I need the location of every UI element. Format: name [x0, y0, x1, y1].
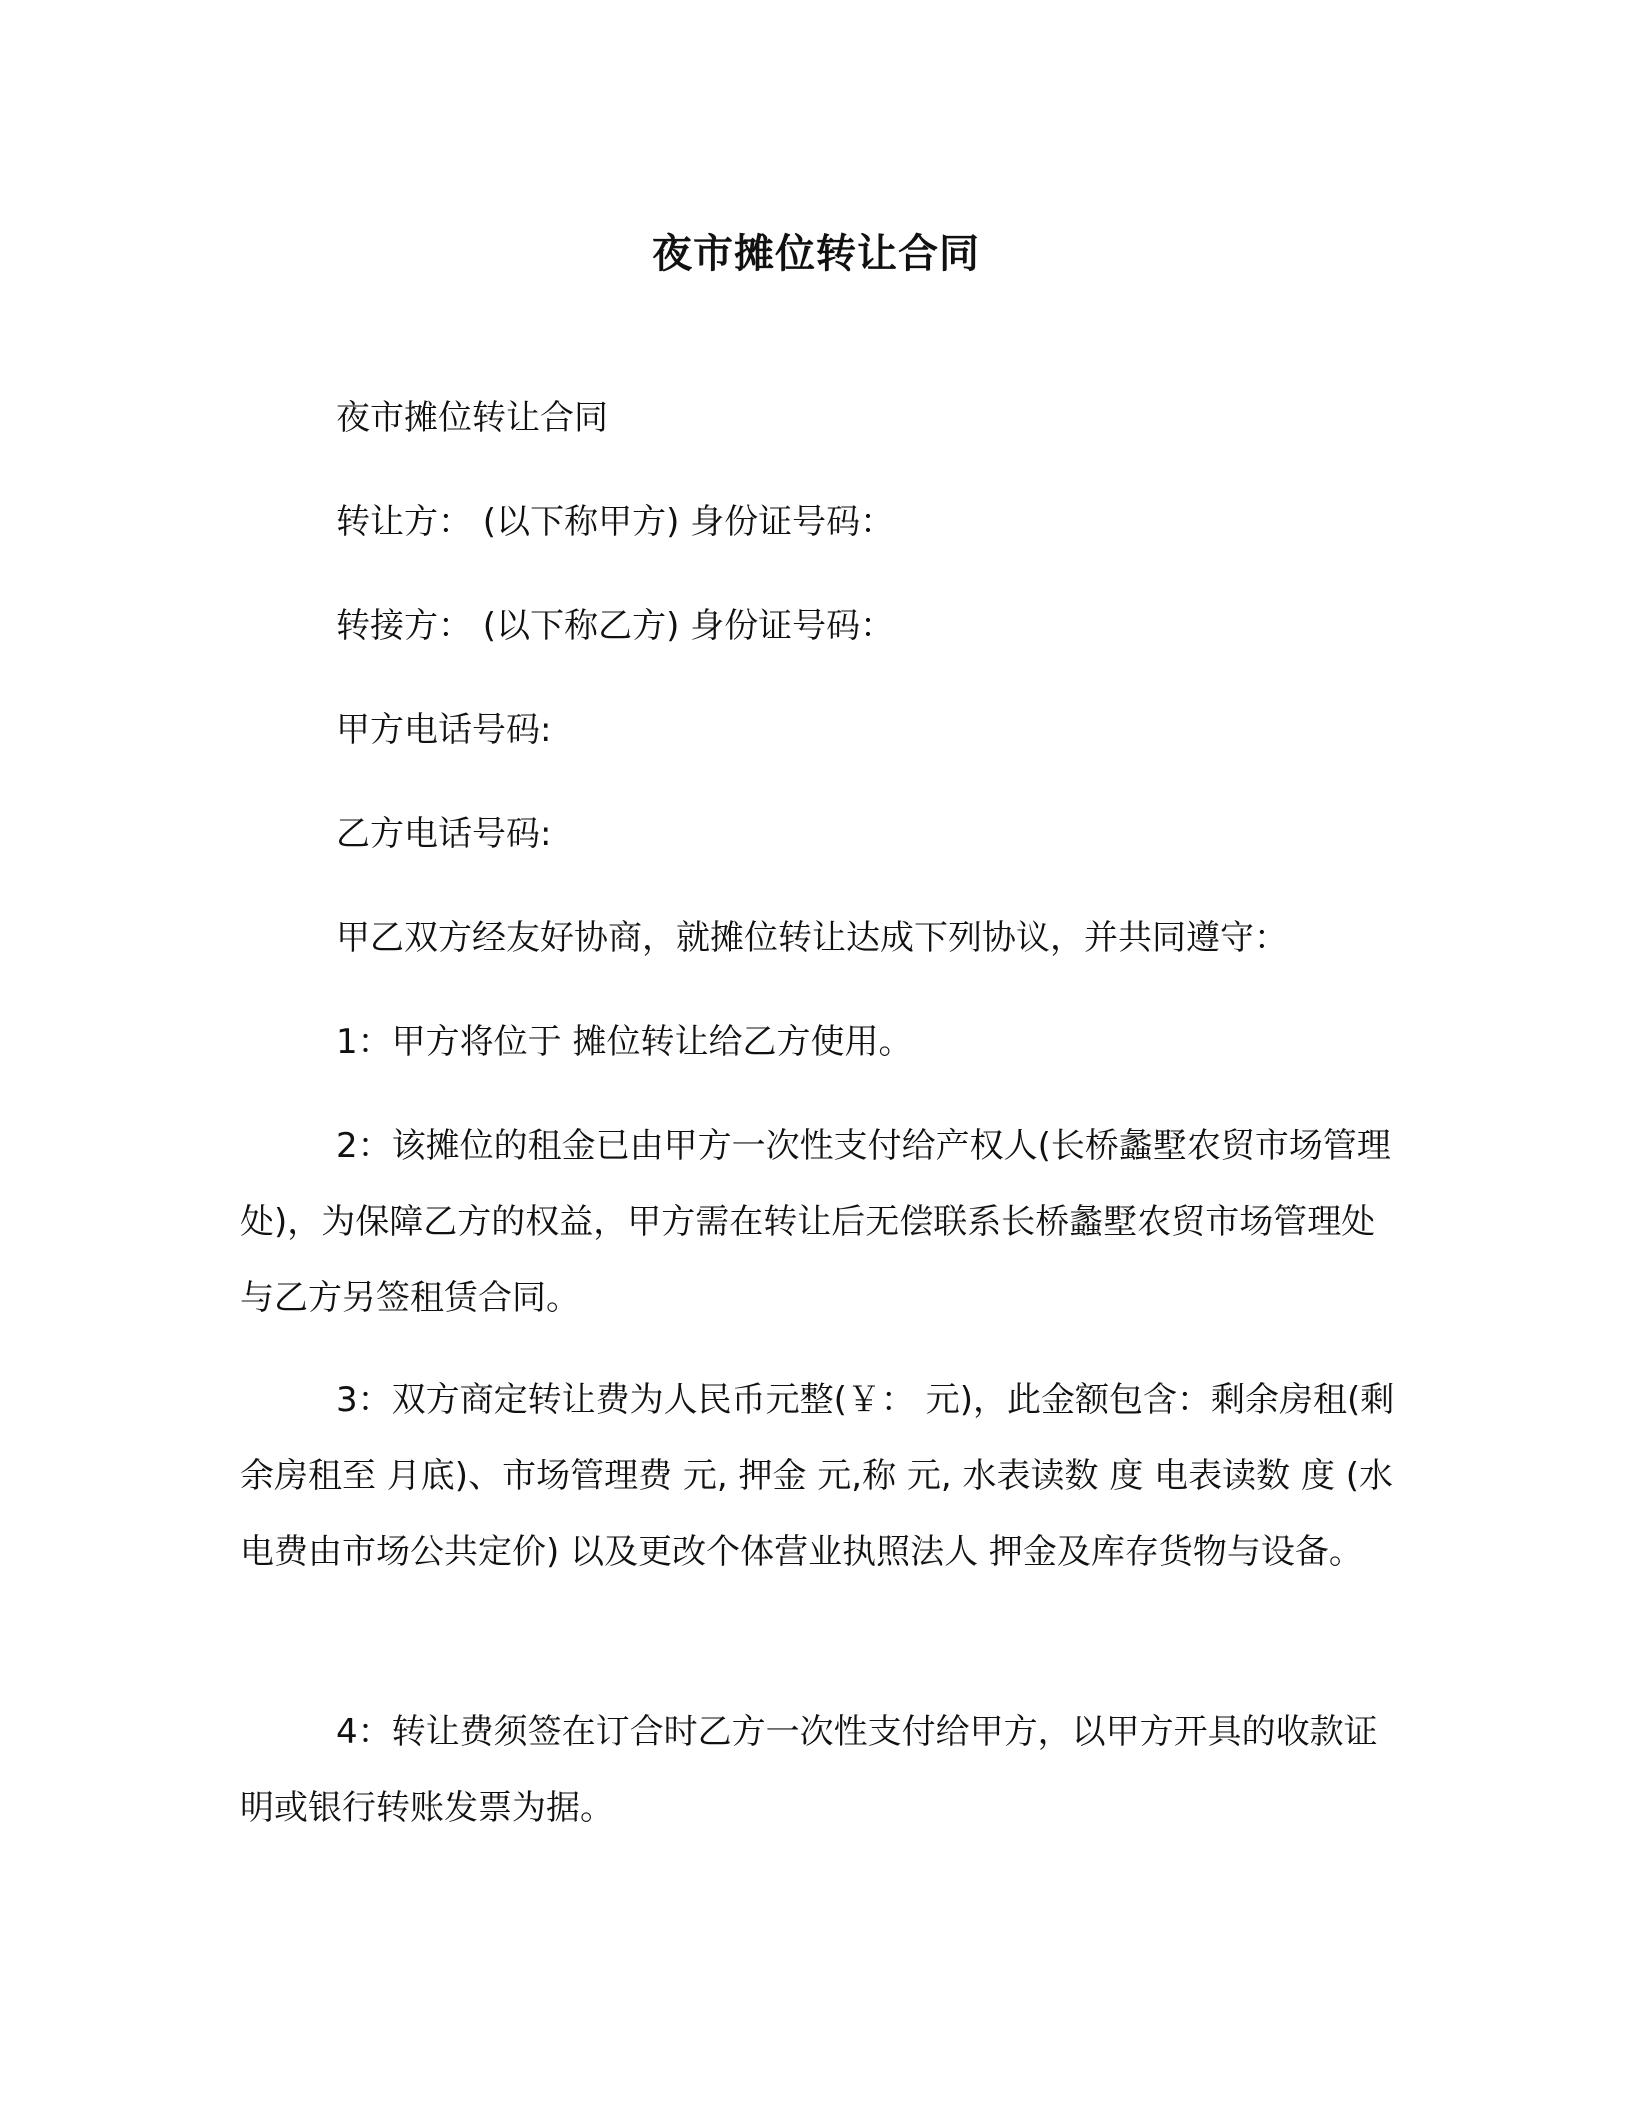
clause-2: 2：该摊位的租金已由甲方一次性支付给产权人(长桥蠡墅农贸市场管理处)，为保障乙方的权益，甲方需在转让后无偿联系长桥蠡墅农贸市场管理处与乙方另签租赁合同。 [240, 1126, 1391, 1318]
transferee-line: 转接方： (以下称乙方) 身份证号码： [336, 606, 895, 646]
agreement-intro: 甲乙双方经友好协商，就摊位转让达成下列协议，并共同遵守： [336, 918, 1288, 958]
clause-3: 3：双方商定转让费为人民币元整(￥： 元)，此金额包含：剩余房租(剩余房租至 月底)、市场管理费 元, 押金 元,称 元, 水表读数 度 电表读数 度 (水电费由市场公共定价) 以及更改个体营业执照法人 押金及库存货物与设备。 [240, 1380, 1395, 1572]
page-title: 夜市摊位转让合同 [652, 231, 980, 277]
transferor-line: 转让方： (以下称甲方) 身份证号码： [336, 502, 895, 542]
clause-1: 1：甲方将位于 摊位转让给乙方使用。 [336, 1022, 913, 1062]
clause-4: 4：转让费须签在订合时乙方一次性支付给甲方，以甲方开具的收款证明或银行转账发票为据。 [240, 1712, 1378, 1828]
document-subtitle: 夜市摊位转让合同 [336, 398, 608, 438]
party-b-phone-line: 乙方电话号码: [336, 814, 552, 854]
party-a-phone-line: 甲方电话号码: [336, 710, 552, 750]
